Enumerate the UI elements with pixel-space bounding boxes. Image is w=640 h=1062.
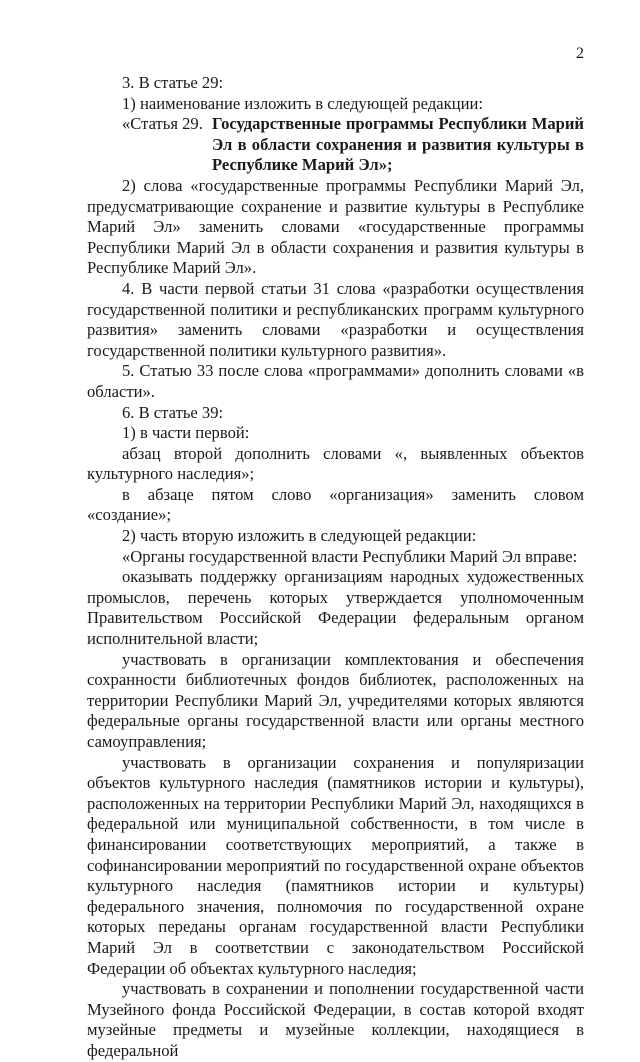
article-title: Государственные программы Республики Марий Эл в области сохранения и развития культуры в Республике Марий Эл — [212, 114, 584, 175]
paragraph-item-4: 4. В части первой статьи 31 слова «разработки осуществления государственной политики и республиканских программ культурного развития» заменить словами «разработки и осуществления государственной политики культурного развития». — [87, 278, 584, 360]
paragraph-part-1: 1) в части первой: — [122, 423, 250, 443]
paragraph-subitem-2: 2) слова «государственные программы Республики Марий Эл, предусматривающие сохранение и развитие культуры в Республике Марий Эл» заменить словами «государственные программы Республики Марий Эл в области сохранения и развития культуры в Республике Марий Эл». — [87, 175, 584, 278]
document-body — [87, 73, 584, 1062]
paragraph-heritage: участвовать в организации сохранения и популяризации объектов культурного наследия (памятников истории и культуры), расположенных на территории Республики Марий Эл, находящихся в федеральной или муниципальной собственности, в том числе в финансировании соответствующих мероприятий, а также в софинансировании мероприятий по государственной охране объектов культурного наследия (памятников истории и культуры) федерального значения, полномочия по государственной охране которых переданы органам государственной власти Республики Марий Эл в соответствии с законодательством Российской Федерации об объектах культурного наследия; — [87, 752, 584, 978]
paragraph-quote-start: «Органы государственной власти Республики Марий Эл вправе: — [122, 546, 578, 566]
paragraph-abzac-5: в абзаце пятом слово «организация» заменить словом «создание»; — [87, 484, 584, 525]
paragraph-item-3: 3. В статье 29: — [122, 73, 224, 92]
paragraph-abzac-2: абзац второй дополнить словами «, выявленных объектов культурного наследия»; — [87, 443, 584, 484]
paragraph-support: оказывать поддержку организациям народных художественных промыслов, перечень которых утверждается уполномоченным Правительством Российской Федерации федеральным органом исполнительной власти; — [87, 567, 584, 649]
paragraph-museum-fund: участвовать в сохранении и пополнении государственной части Музейного фонда Российской Федерации, в состав которой входят музейные предметы и музейные коллекции, находящиеся в федеральной — [87, 979, 584, 1060]
paragraph-item-6: 6. В статье 39: — [122, 402, 224, 422]
article-heading — [87, 114, 584, 176]
article-title-block — [212, 114, 584, 176]
paragraph-subitem-1: 1) наименование изложить в следующей редакции: — [122, 93, 483, 113]
paragraph-part-2: 2) часть вторую изложить в следующей редакции: — [122, 526, 477, 546]
paragraph-libraries: участвовать в организации комплектования и обеспечения сохранности библиотечных фондов библиотек, расположенных на территории Республики Марий Эл, учредителями которых являются федеральные органы государственной власти или органы местного самоуправления; — [87, 649, 584, 751]
paragraph-item-5: 5. Статью 33 после слова «программами» дополнить словами «в области». — [87, 361, 584, 401]
article-title-tail: »; — [378, 155, 393, 175]
page-number: 2 — [576, 45, 584, 62]
article-label: «Статья 29. — [122, 114, 203, 134]
